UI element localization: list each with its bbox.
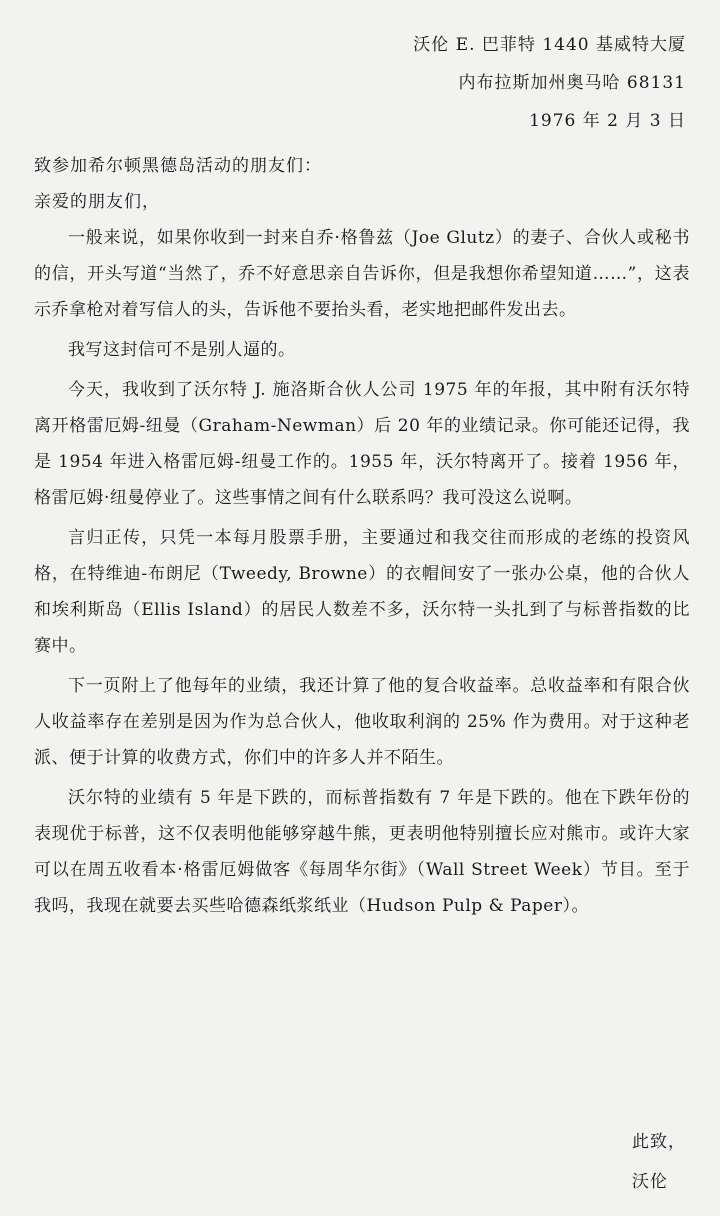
- address-line-1: 沃伦 E. 巴菲特 1440 基威特大厦: [413, 35, 686, 55]
- closing-block: [632, 1122, 686, 1202]
- sender-address-block: [34, 0, 690, 142]
- recipient-line: 致参加希尔顿黑德岛活动的朋友们：: [34, 156, 322, 176]
- signature: 沃伦: [632, 1172, 668, 1192]
- salutation-block: [34, 148, 690, 220]
- body-paragraph-6: 沃尔特的业绩有 5 年是下跌的，而标普指数有 7 年是下跌的。他在下跌年份的表现优于标普，这不仅表明他能够穿越牛熊，更表明他特别擅长应对熊市。或许大家可以在周五收看本·格雷厄姆做客《每周华尔街》（Wall Street Week）节目。至于我吗，我现在就要去买些哈德森纸浆纸业（Hudson Pulp & Paper）。: [34, 788, 690, 916]
- body-paragraph-1: 一般来说，如果你收到一封来自乔·格鲁兹（Joe Glutz）的妻子、合伙人或秘书的信，开头写道“当然了，乔不好意思亲自告诉你，但是我想你希望知道……”，这表示乔拿枪对着写信人的头，告诉他不要抬头看，老实地把邮件发出去。: [34, 228, 690, 320]
- body-paragraph-3: 今天，我收到了沃尔特 J. 施洛斯合伙人公司 1975 年的年报，其中附有沃尔特离开格雷厄姆-纽曼（Graham-Newman）后 20 年的业绩记录。你可能还记得，我是 1954 年进入格雷厄姆-纽曼工作的。1955 年，沃尔特离开了。接着 1956 年，格雷厄姆·纽曼停业了。这些事情之间有什么联系吗？我可没这么说啊。: [34, 380, 690, 508]
- body-paragraph-4: 言归正传，只凭一本每月股票手册，主要通过和我交往而形成的老练的投资风格，在特维迪-布朗尼（Tweedy, Browne）的衣帽间安了一张办公桌，他的合伙人和埃利斯岛（Ellis Island）的居民人数差不多，沃尔特一头扎到了与标普指数的比赛中。: [34, 528, 690, 656]
- letter-date: 1976 年 2 月 3 日: [529, 111, 686, 131]
- address-line-2: 内布拉斯加州奥马哈 68131: [458, 73, 686, 93]
- body-paragraph-5: 下一页附上了他每年的业绩，我还计算了他的复合收益率。总收益率和有限合伙人收益率存在差别是因为作为总合伙人，他收取利润的 25% 作为费用。对于这种老派、便于计算的收费方式，你们中的许多人并不陌生。: [34, 676, 690, 768]
- greeting-line: 亲爱的朋友们，: [34, 192, 160, 212]
- closing-regards: 此致，: [632, 1132, 686, 1152]
- body-paragraph-2: 我写这封信可不是别人逼的。: [68, 340, 296, 360]
- letter-body: [34, 220, 690, 924]
